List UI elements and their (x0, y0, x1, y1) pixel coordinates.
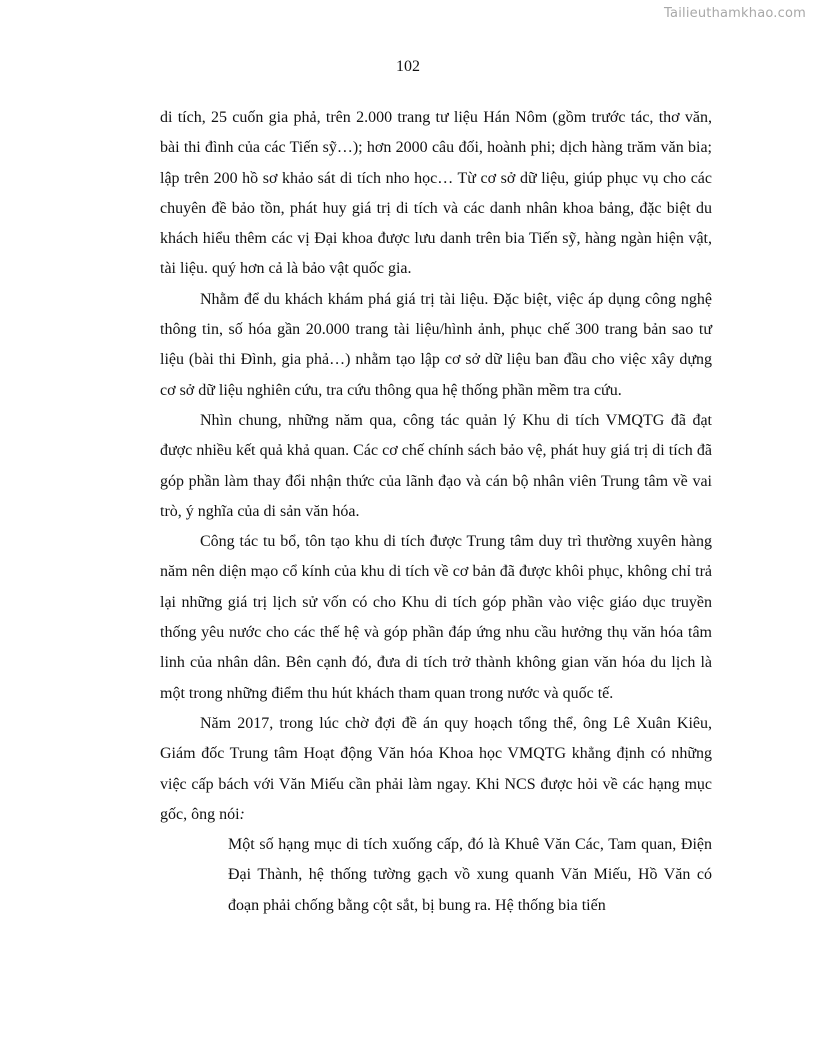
block-quote: Một số hạng mục di tích xuống cấp, đó là Khuê Văn Các, Tam quan, Điện Đại Thành, hệ thống tường gạch vồ xung quanh Văn Miếu, Hồ Văn có đoạn phải chống bằng cột sắt, bị bung ra. Hệ thống bia tiến (228, 836, 712, 914)
document-body (160, 103, 712, 921)
paragraph-3: Nhìn chung, những năm qua, công tác quản lý Khu di tích VMQTG đã đạt được nhiều kết quả khả quan. Các cơ chế chính sách bảo vệ, phát huy giá trị di tích đã góp phần làm thay đổi nhận thức của lãnh đạo và cán bộ nhân viên Trung tâm về vai trò, ý nghĩa của di sản văn hóa. (160, 411, 712, 520)
paragraph-5-colon: : (239, 805, 245, 823)
paragraph-2: Nhằm để du khách khám phá giá trị tài liệu. Đặc biệt, việc áp dụng công nghệ thông tin, số hóa gần 20.000 trang tài liệu/hình ảnh, phục chế 300 trang bản sao tư liệu (bài thi Đình, gia phả…) nhằm tạo lập cơ sở dữ liệu ban đầu cho việc xây dựng cơ sở dữ liệu nghiên cứu, tra cứu thông qua hệ thống phần mềm tra cứu. (160, 290, 712, 399)
paragraph-1: di tích, 25 cuốn gia phả, trên 2.000 trang tư liệu Hán Nôm (gồm trước tác, thơ văn, bài thi đình của các Tiến sỹ…); hơn 2000 câu đối, hoành phi; dịch hàng trăm văn bia; lập trên 200 hồ sơ khảo sát di tích nho học… Từ cơ sở dữ liệu, giúp phục vụ cho các chuyên đề bảo tồn, phát huy giá trị di tích và các danh nhân khoa bảng, đặc biệt du khách hiểu thêm các vị Đại khoa được lưu danh trên bia Tiến sỹ, hàng ngàn hiện vật, tài liệu. quý hơn cả là bảo vật quốc gia. (160, 109, 712, 278)
paragraph-4: Công tác tu bổ, tôn tạo khu di tích được Trung tâm duy trì thường xuyên hàng năm nên diện mạo cổ kính của khu di tích về cơ bản đã được khôi phục, không chỉ trả lại những giá trị lịch sử vốn có cho Khu di tích góp phần vào việc giáo dục truyền thống yêu nước cho các thế hệ và góp phần đáp ứng nhu cầu hưởng thụ văn hóa tâm linh của nhân dân. Bên cạnh đó, đưa di tích trở thành không gian văn hóa du lịch là một trong những điểm thu hút khách tham quan trong nước và quốc tế. (160, 533, 712, 702)
paragraph-5 (160, 709, 712, 830)
page-number: 102 (396, 58, 420, 75)
watermark: Tailieuthamkhao.com (664, 6, 806, 21)
paragraph-5-text: Năm 2017, trong lúc chờ đợi đề án quy hoạch tổng thể, ông Lê Xuân Kiêu, Giám đốc Trung tâm Hoạt động Văn hóa Khoa học VMQTG khẳng định có những việc cấp bách với Văn Miếu cần phải làm ngay. Khi NCS được hỏi về các hạng mục gốc, ông nói (160, 714, 712, 823)
